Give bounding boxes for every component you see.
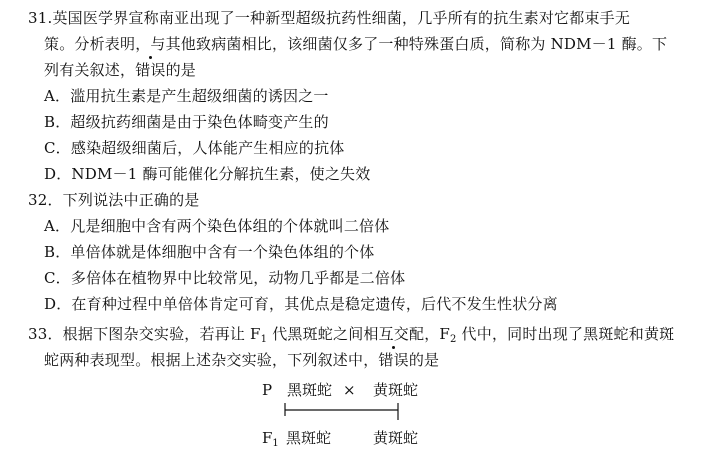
q32-option-c: C．多倍体在植物界中比较常见，动物几乎都是二倍体 — [44, 269, 406, 287]
f1-subscript: 1 — [272, 438, 279, 449]
q32-option-d: D．在育种过程中单倍体肯定可育，其优点是稳定遗传，后代不发生性状分离 — [44, 295, 558, 313]
q32-option-a: A．凡是细胞中含有两个染色体组的个体就叫二倍体 — [44, 217, 390, 235]
q31-option-b: B．超级抗药细菌是由于染色体畸变产生的 — [44, 113, 329, 131]
q31-stem-line-1: 31.英国医学界宣称南亚出现了一种新型超级抗药性细菌，几乎所有的抗生素对它都束手无 — [28, 9, 631, 27]
q33-subscript-1: 1 — [260, 334, 268, 345]
q33-subscript-2: 2 — [450, 334, 457, 345]
diagram-parent-yellow: 黄斑蛇 — [373, 381, 419, 399]
q31-emphasis-word: 错误 — [135, 61, 166, 79]
q31-option-c: C．感染超级细菌后，人体能产生相应的抗体 — [44, 139, 345, 157]
f1-letter: F — [262, 429, 273, 447]
q33-emphasis-word: 错误 — [378, 351, 409, 369]
q31-stem-line-2: 策。分析表明，与其他致病菌相比，该细菌仅多了一种特殊蛋白质，简称为 NDM－1 酶。下 — [44, 35, 668, 53]
q31-stem-text: 列有关叙述， — [44, 61, 136, 79]
q31-option-a: A．滥用抗生素是产生超级细菌的诱因之一 — [44, 87, 329, 105]
q32-stem: 32．下列说法中正确的是 — [28, 191, 200, 209]
diagram-parent-black: 黑斑蛇 — [287, 381, 333, 399]
diagram-p-label: P — [262, 381, 273, 399]
q33-stem-tail: 的是 — [408, 351, 440, 369]
diagram-cross-symbol: × — [343, 381, 356, 399]
diagram-f1-black: 黑斑蛇 — [286, 429, 332, 447]
q33-stem-text: 蛇两种表现型。根据上述杂交实验，下列叙述中， — [44, 351, 379, 369]
diagram-f1-label — [262, 428, 279, 454]
q31-stem-tail: 的是 — [165, 61, 197, 79]
q33-stem-part-1: 33．根据下图杂交实验，若再让 F — [28, 325, 261, 343]
q32-option-b: B．单倍体就是体细胞中含有一个染色体组的个体 — [44, 243, 375, 261]
q33-stem-part-3: 代中，同时出现了黑斑蛇和黄斑 — [456, 325, 675, 343]
diagram-f1-yellow: 黄斑蛇 — [373, 429, 419, 447]
q31-option-d: D．NDM－1 酶可能催化分解抗生素，使之失效 — [44, 165, 371, 183]
q33-stem-part-2: 代黑斑蛇之间相互交配，F — [267, 325, 451, 343]
